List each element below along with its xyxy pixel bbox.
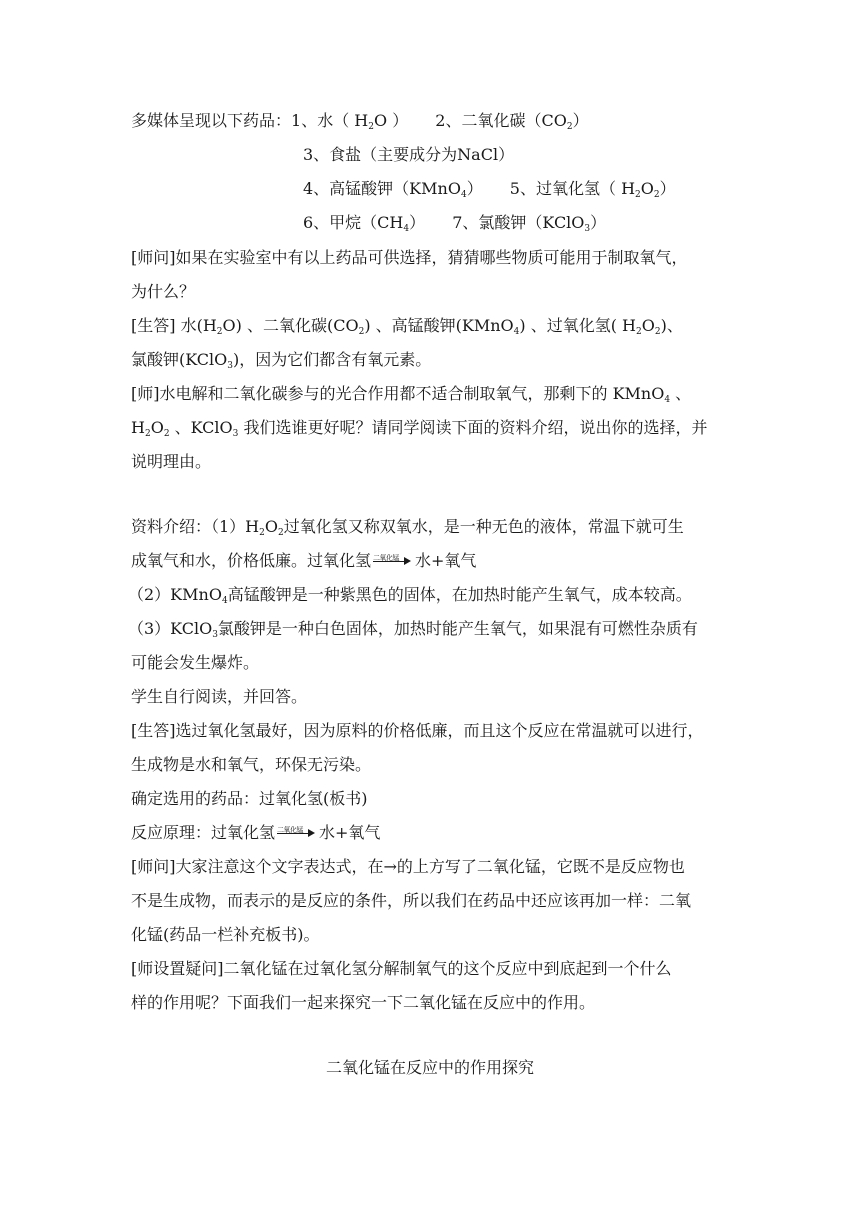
teacher-statement-1-cont: $H_2O_2$ 、KClO$_3$ 我们选谁更好呢？请同学阅读下面的资料介绍，说出你的选择，并 [131,418,708,439]
student-answer-2: [生答]选过氧化氢最好，因为原料的价格低廉，而且这个反应在常温就可以进行， [131,721,704,740]
catalyst-label-2: 二氧化锰 [277,826,304,834]
info-line-2: 成氧气和水，价格低廉。过氧化氢 二氧化锰 水+氧气 [131,551,731,571]
reaction-arrow [371,551,415,571]
teacher-question-3: [师设置疑问]二氧化锰在过氧化氢分解制氧气的这个反应中到底起到一个什么 [131,959,672,978]
teacher-question-1: [师问]如果在实验室中有以上药品可供选择，猜猜哪些物质可能用于制取氧气， [131,248,688,267]
intro-line-3: 4、高锰酸钾（KMnO$_4$） 5、过氧化氢（ $H_2O_2$） [303,179,676,200]
reaction-principle: 反应原理：过氧化氢 二氧化锰 水+氧气 [131,823,731,843]
intro-lead: 多媒体呈现以下药品： [131,111,292,130]
teacher-question-2-cont: 不是生成物，而表示的是反应的条件，所以我们在药品中还应该再加一样：二氧 [131,891,692,910]
info-line-3: （2）KMnO$_4$高锰酸钾是一种紫黑色的固体，在加热时能产生氧气，成本较高。 [128,585,692,606]
reaction-arrow-2 [275,823,319,843]
teacher-statement-1: [师]水电解和二氧化碳参与的光合作用都不适合制取氧气，那剩下的 KMnO$_4$ 、 [131,384,692,405]
chosen-reagent: 确定选用的药品：过氧化氢(板书) [131,789,368,808]
catalyst-label: 二氧化锰 [373,554,400,562]
teacher-question-1-cont: 为什么？ [131,282,196,301]
arrow-head-icon [404,557,411,565]
info-line-4: （3）KClO$_3$氯酸钾是一种白色固体，加热时能产生氧气，如果混有可燃性杂质有 [128,619,698,640]
section-title: 二氧化锰在反应中的作用探究 [325,1058,534,1077]
student-answer-1: [生答] 水$(H_2O)$ 、二氧化碳$(CO_2)$ 、高锰酸钾(KMnO$_4$) 、过氧化氢( $H_2O_2$)、 [131,316,683,337]
arrow-head-icon [308,829,315,837]
teacher-question-2: [师问]大家注意这个文字表达式，在→的上方写了二氧化锰，它既不是反应物也 [131,857,685,876]
info-line-1: 资料介绍：$(1)H_2O_2$过氧化氢又称双氧水，是一种无色的液体，常温下就可生 [131,517,684,538]
teacher-question-3-cont: 样的作用呢？下面我们一起来探究一下二氧化锰在反应中的作用。 [131,993,596,1012]
student-answer-2-cont: 生成物是水和氧气，环保无污染。 [131,755,372,774]
intro-line-2: 3、食盐（主要成分为NaCl） [303,145,515,164]
student-answer-1-cont: 氯酸钾(KClO$_3$)，因为它们都含有氧元素。 [131,350,432,371]
info-line-5: 可能会发生爆炸。 [131,653,260,672]
read-instruction: 学生自行阅读，并回答。 [131,687,308,706]
teacher-question-2-end: 化锰(药品一栏补充板书)。 [131,925,320,944]
intro-line-1: 多媒体呈现以下药品：1、水（ $H_2O$ ） 2、二氧化碳$(CO_2)$ [131,111,589,132]
intro-line-4: 6、甲烷$(CH_4)$ 7、氯酸钾（KClO$_3$） [303,213,607,234]
teacher-statement-1-end: 说明理由。 [131,452,212,471]
